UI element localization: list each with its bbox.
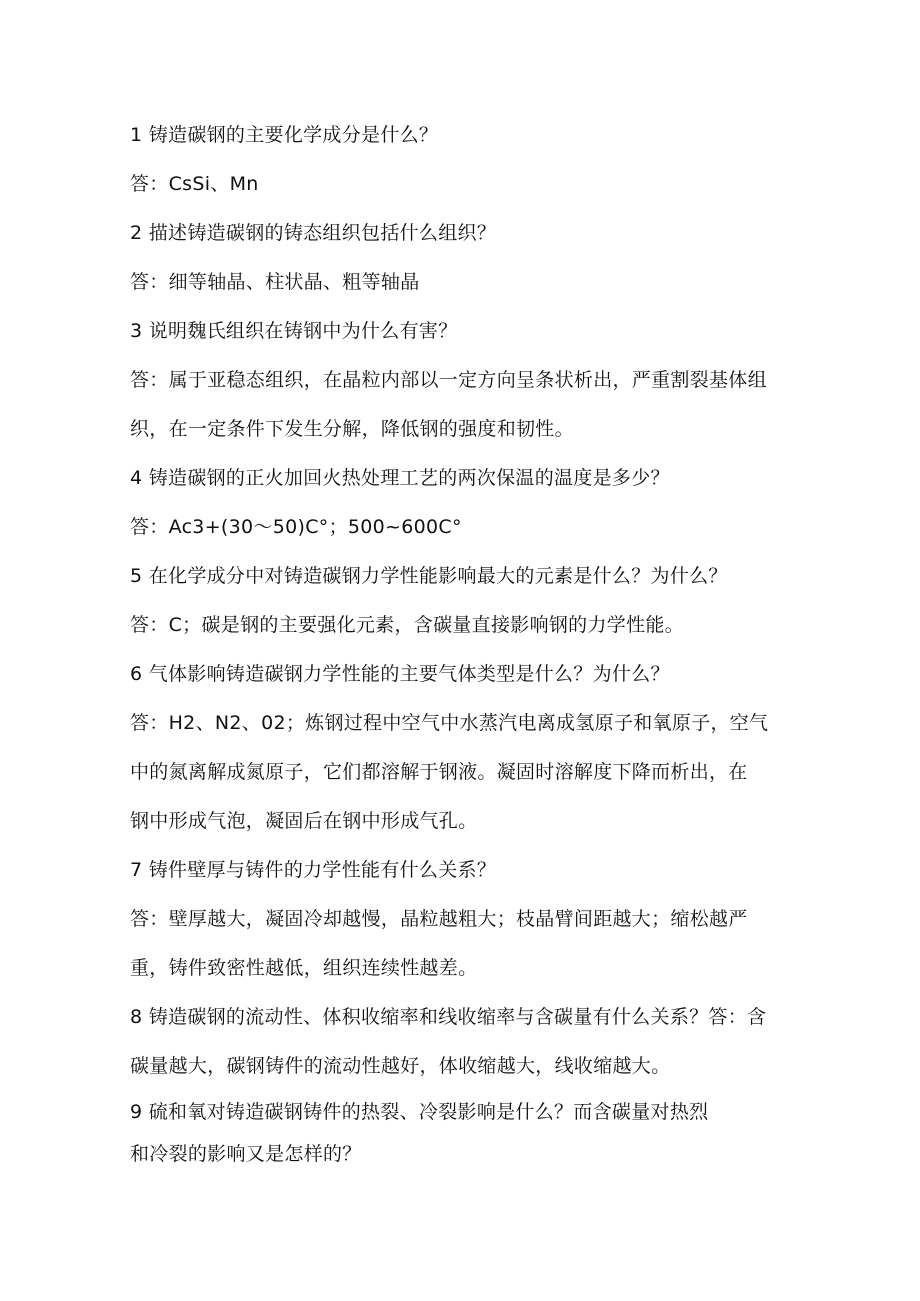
answer-4: 答：Ac3+(30～50)C°；500~600C° (130, 516, 462, 538)
question-1: 1 铸造碳钢的主要化学成分是什么？ (130, 124, 439, 146)
question-8-line-1: 8 铸造碳钢的流动性、体积收缩率和线收缩率与含碳量有什么关系？答：含 (130, 1006, 767, 1028)
answer-2: 答：细等轴晶、柱状晶、粗等轴晶 (130, 271, 420, 293)
question-3: 3 说明魏氏组织在铸钢中为什么有害？ (130, 320, 458, 342)
answer-5: 答：C；碳是钢的主要强化元素，含碳量直接影响钢的力学性能。 (130, 614, 684, 636)
question-5: 5 在化学成分中对铸造碳钢力学性能影响最大的元素是什么？为什么？ (130, 565, 728, 587)
question-6: 6 气体影响铸造碳钢力学性能的主要气体类型是什么？为什么？ (130, 663, 670, 685)
answer-7-line-2: 重，铸件致密性越低，组织连续性越差。 (130, 957, 478, 979)
answer-7-line-1: 答：壁厚越大，凝固冷却越慢，晶粒越粗大；枝晶臂间距越大；缩松越严 (130, 908, 748, 930)
question-2: 2 描述铸造碳钢的铸态组织包括什么组织？ (130, 222, 497, 244)
answer-3-line-1: 答：属于亚稳态组织，在晶粒内部以一定方向呈条状析出，严重割裂基体组 (130, 369, 767, 391)
answer-1: 答：CsSi、Mn (130, 173, 259, 195)
question-7: 7 铸件壁厚与铸件的力学性能有什么关系？ (130, 859, 497, 881)
question-9-line-1: 9 硫和氧对铸造碳钢铸件的热裂、冷裂影响是什么？而含碳量对热烈 (130, 1101, 709, 1123)
answer-6-line-2: 中的氮离解成氮原子，它们都溶解于钢液。凝固时溶解度下降而析出，在 (130, 761, 748, 783)
answer-6-line-1: 答：H2、N2、02；炼钢过程中空气中水蒸汽电离成氢原子和氧原子，空气 (130, 712, 769, 734)
answer-3-line-2: 织，在一定条件下发生分解，降低钢的强度和韧性。 (130, 418, 574, 440)
question-4: 4 铸造碳钢的正火加回火热处理工艺的两次保温的温度是多少？ (130, 467, 670, 489)
question-8-line-2: 碳量越大，碳钢铸件的流动性越好，体收缩越大，线收缩越大。 (130, 1055, 671, 1077)
question-9-line-2: 和冷裂的影响又是怎样的？ (130, 1143, 362, 1165)
answer-6-line-3: 钢中形成气泡，凝固后在钢中形成气孔。 (130, 810, 478, 832)
